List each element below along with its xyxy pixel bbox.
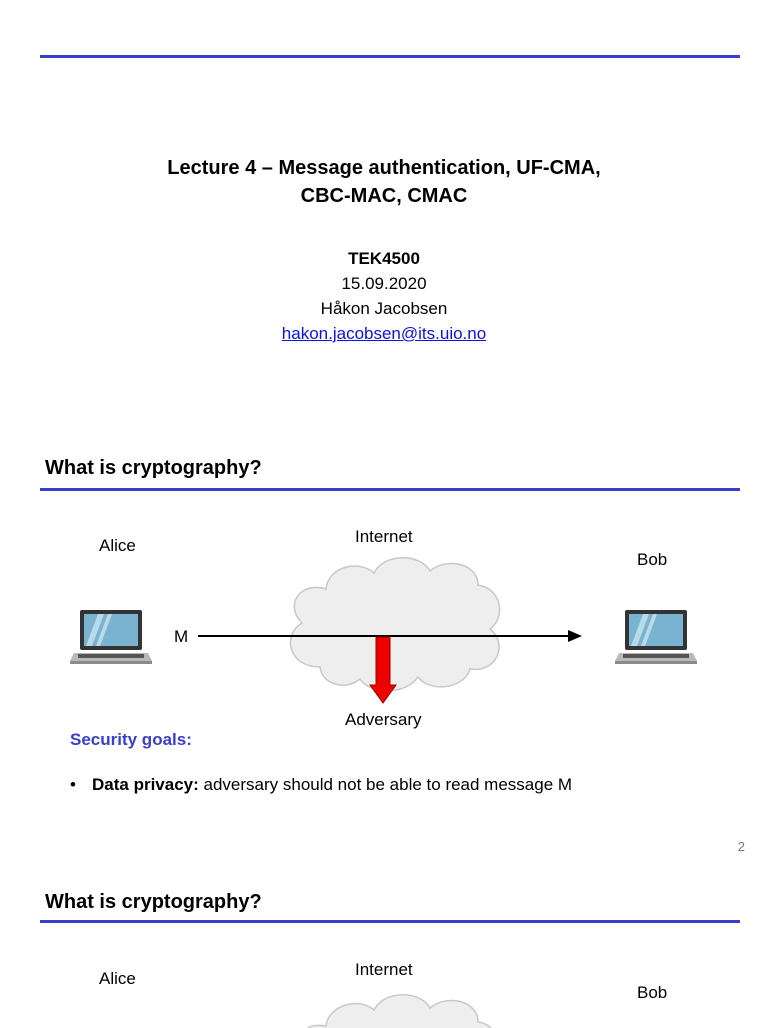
- bullet-data-privacy: [70, 775, 572, 795]
- course-code: TEK4500: [348, 249, 420, 268]
- author-email-row: [0, 321, 768, 346]
- message-label: M: [174, 627, 189, 646]
- slide-heading: What is cryptography?: [45, 891, 262, 913]
- bullet-dot: •: [70, 775, 76, 794]
- slide-heading: What is cryptography?: [45, 457, 262, 479]
- bullet-text: adversary should not be able to read message M: [198, 775, 573, 794]
- cloud-icon: [280, 988, 510, 1028]
- adversary-arrow: [368, 635, 398, 707]
- bob-label: Bob: [637, 983, 668, 1002]
- page-number: 2: [737, 839, 745, 854]
- lecture-date: 15.09.2020: [341, 274, 427, 293]
- author-email-link[interactable]: hakon.jacobsen@its.uio.no: [281, 324, 487, 343]
- lecture-title-line-1: Lecture 4 – Message authentication, UF-CMA,: [167, 157, 601, 179]
- internet-label: Internet: [355, 527, 413, 546]
- author-name: Håkon Jacobsen: [320, 299, 448, 318]
- lecture-title-line-2: CBC-MAC, CMAC: [300, 185, 468, 207]
- bullet-term: Data privacy:: [92, 775, 199, 794]
- heading-rule: [40, 488, 740, 491]
- top-rule: [40, 55, 740, 58]
- laptop-icon: [72, 609, 154, 665]
- heading-rule: [40, 920, 740, 923]
- internet-label: Internet: [355, 960, 413, 979]
- alice-label: Alice: [99, 536, 136, 555]
- security-goals-label: Security goals:: [70, 730, 192, 749]
- adversary-label: Adversary: [345, 710, 422, 729]
- bob-label: Bob: [637, 550, 668, 569]
- alice-label: Alice: [99, 969, 136, 988]
- laptop-icon: [617, 609, 699, 665]
